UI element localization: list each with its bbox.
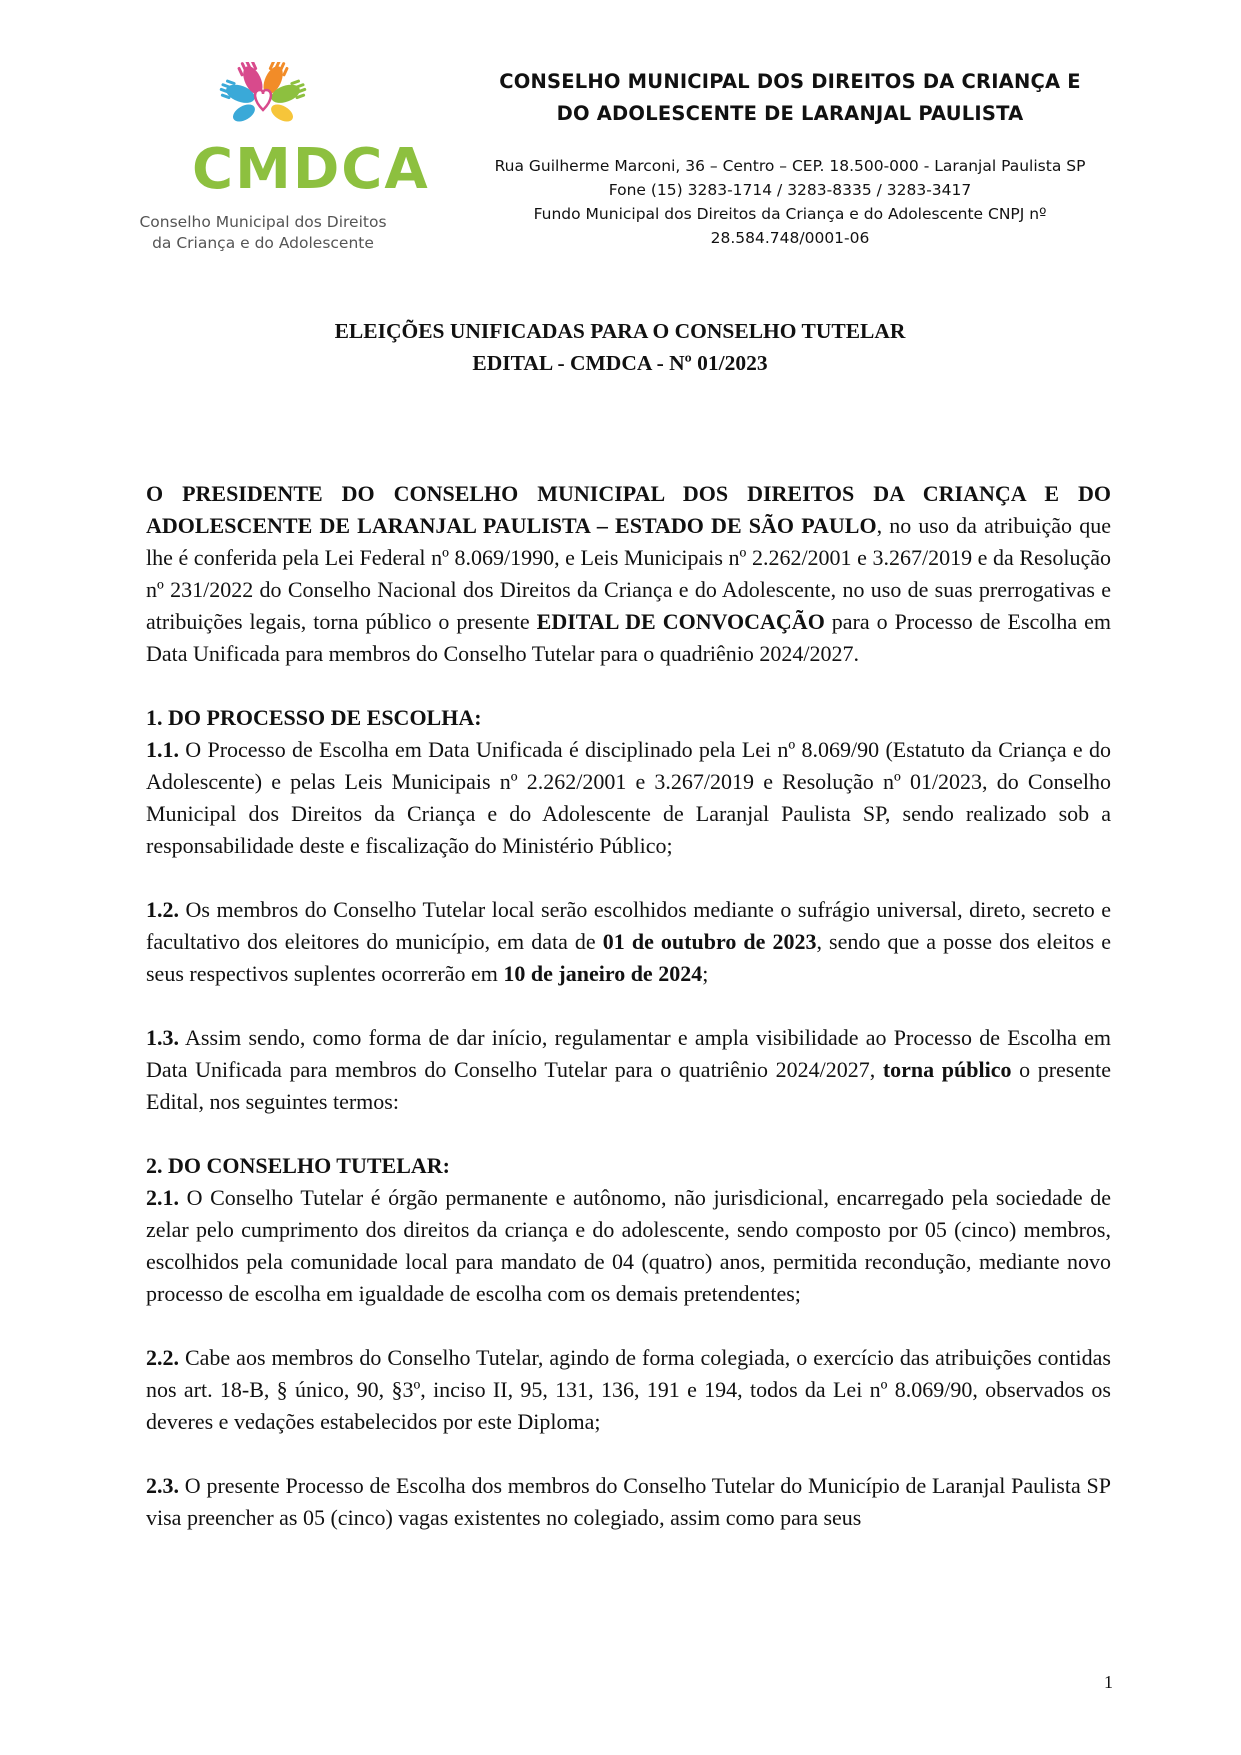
org-address: Rua Guilherme Marconi, 36 – Centro – CEP. 18.500-000 - Laranjal Paulista SP xyxy=(494,157,1086,175)
title-line-2: EDITAL - CMDCA - Nº 01/2023 xyxy=(472,351,768,375)
document-title xyxy=(140,315,1100,379)
document-body xyxy=(146,478,1111,1566)
org-fund: Fundo Municipal dos Direitos da Criança e do Adolescente CNPJ nº xyxy=(533,205,1047,223)
org-name-line-1: CONSELHO MUNICIPAL DOS DIREITOS DA CRIANÇA E xyxy=(499,70,1081,93)
paragraph-2-1: 2.1. O Conselho Tutelar é órgão permanente e autônomo, não jurisdicional, encarregado pela sociedade de zelar pelo cumprimento dos direitos da criança e do adolescente, sendo composto por 05 (cinco) membros, escolhidos pela comunidade local para mandato de 04 (quatro) anos, permitida recondução, mediante novo processo de escolha em igualdade de escolha com os demais pretendentes; xyxy=(146,1185,1111,1306)
organization-header xyxy=(410,66,1170,250)
cmdca-logo xyxy=(138,62,430,262)
paragraph-2-3: 2.3. O presente Processo de Escolha dos membros do Conselho Tutelar do Município de Laranjal Paulista SP visa preencher as 05 (cinco) vagas existentes no colegiado, assim como para seus xyxy=(146,1473,1111,1530)
logo-subtitle: Conselho Municipal dos Direitos da Criança e do Adolescente xyxy=(139,213,387,252)
intro-paragraph: O PRESIDENTE DO CONSELHO MUNICIPAL DOS DIREITOS DA CRIANÇA E DO ADOLESCENTE DE LARANJAL PAULISTA – ESTADO DE SÃO PAULO, no uso da atribuição que lhe é conferida pela Lei Federal nº 8.069/1990, e Leis Municipais nº 2.262/2001 e 3.267/2019 e da Resolução nº 231/2022 do Conselho Nacional dos Direitos da Criança e do Adolescente, no uso de suas prerrogativas e atribuições legais, torna público o presente EDITAL DE CONVOCAÇÃO para o Processo de Escolha em Data Unificada para membros do Conselho Tutelar para o quadriênio 2024/2027. xyxy=(146,481,1112,666)
org-contact xyxy=(410,154,1170,250)
logo-wordmark: CMDCA xyxy=(192,137,430,202)
paragraph-1-1: 1.1. O Processo de Escolha em Data Unificada é disciplinado pela Lei nº 8.069/90 (Estatuto da Criança e do Adolescente) e pelas Leis Municipais nº 2.262/2001 e 3.267/2019 e Resolução nº 01/2023, do Conselho Municipal dos Direitos da Criança e do Adolescente de Laranjal Paulista SP, sendo realizado sob a responsabilidade deste e fiscalização do Ministério Público; xyxy=(146,737,1111,858)
section-heading: 1. DO PROCESSO DE ESCOLHA: xyxy=(146,705,482,730)
paragraph-2-2: 2.2. Cabe aos membros do Conselho Tutelar, agindo de forma colegiada, o exercício das atribuições contidas nos art. 18-B, § único, 90, §3º, inciso II, 95, 131, 136, 191 e 194, todos da Lei nº 8.069/90, observados os deveres e vedações estabelecidos por este Diploma; xyxy=(146,1345,1111,1434)
page-number: 1 xyxy=(1104,1672,1113,1692)
hands-heart-icon xyxy=(208,62,318,140)
org-name-line-2: DO ADOLESCENTE DE LARANJAL PAULISTA xyxy=(556,102,1024,125)
org-phone: Fone (15) 3283-1714 / 3283-8335 / 3283-3417 xyxy=(608,181,972,199)
paragraph-1-2: 1.2. Os membros do Conselho Tutelar local serão escolhidos mediante o sufrágio universal, direto, secreto e facultativo dos eleitores do município, em data de 01 de outubro de 2023, sendo que a posse dos eleitos e seus respectivos suplentes ocorrerão em 10 de janeiro de 2024; xyxy=(146,897,1111,986)
section-heading: 2. DO CONSELHO TUTELAR: xyxy=(146,1153,450,1178)
paragraph-1-3: 1.3. Assim sendo, como forma de dar início, regulamentar e ampla visibilidade ao Processo de Escolha em Data Unificada para membros do Conselho Tutelar para o quatriênio 2024/2027, torna público o presente Edital, nos seguintes termos: xyxy=(146,1025,1111,1114)
org-cnpj: 28.584.748/0001-06 xyxy=(710,229,870,247)
title-line-1: ELEIÇÕES UNIFICADAS PARA O CONSELHO TUTELAR xyxy=(334,319,906,343)
